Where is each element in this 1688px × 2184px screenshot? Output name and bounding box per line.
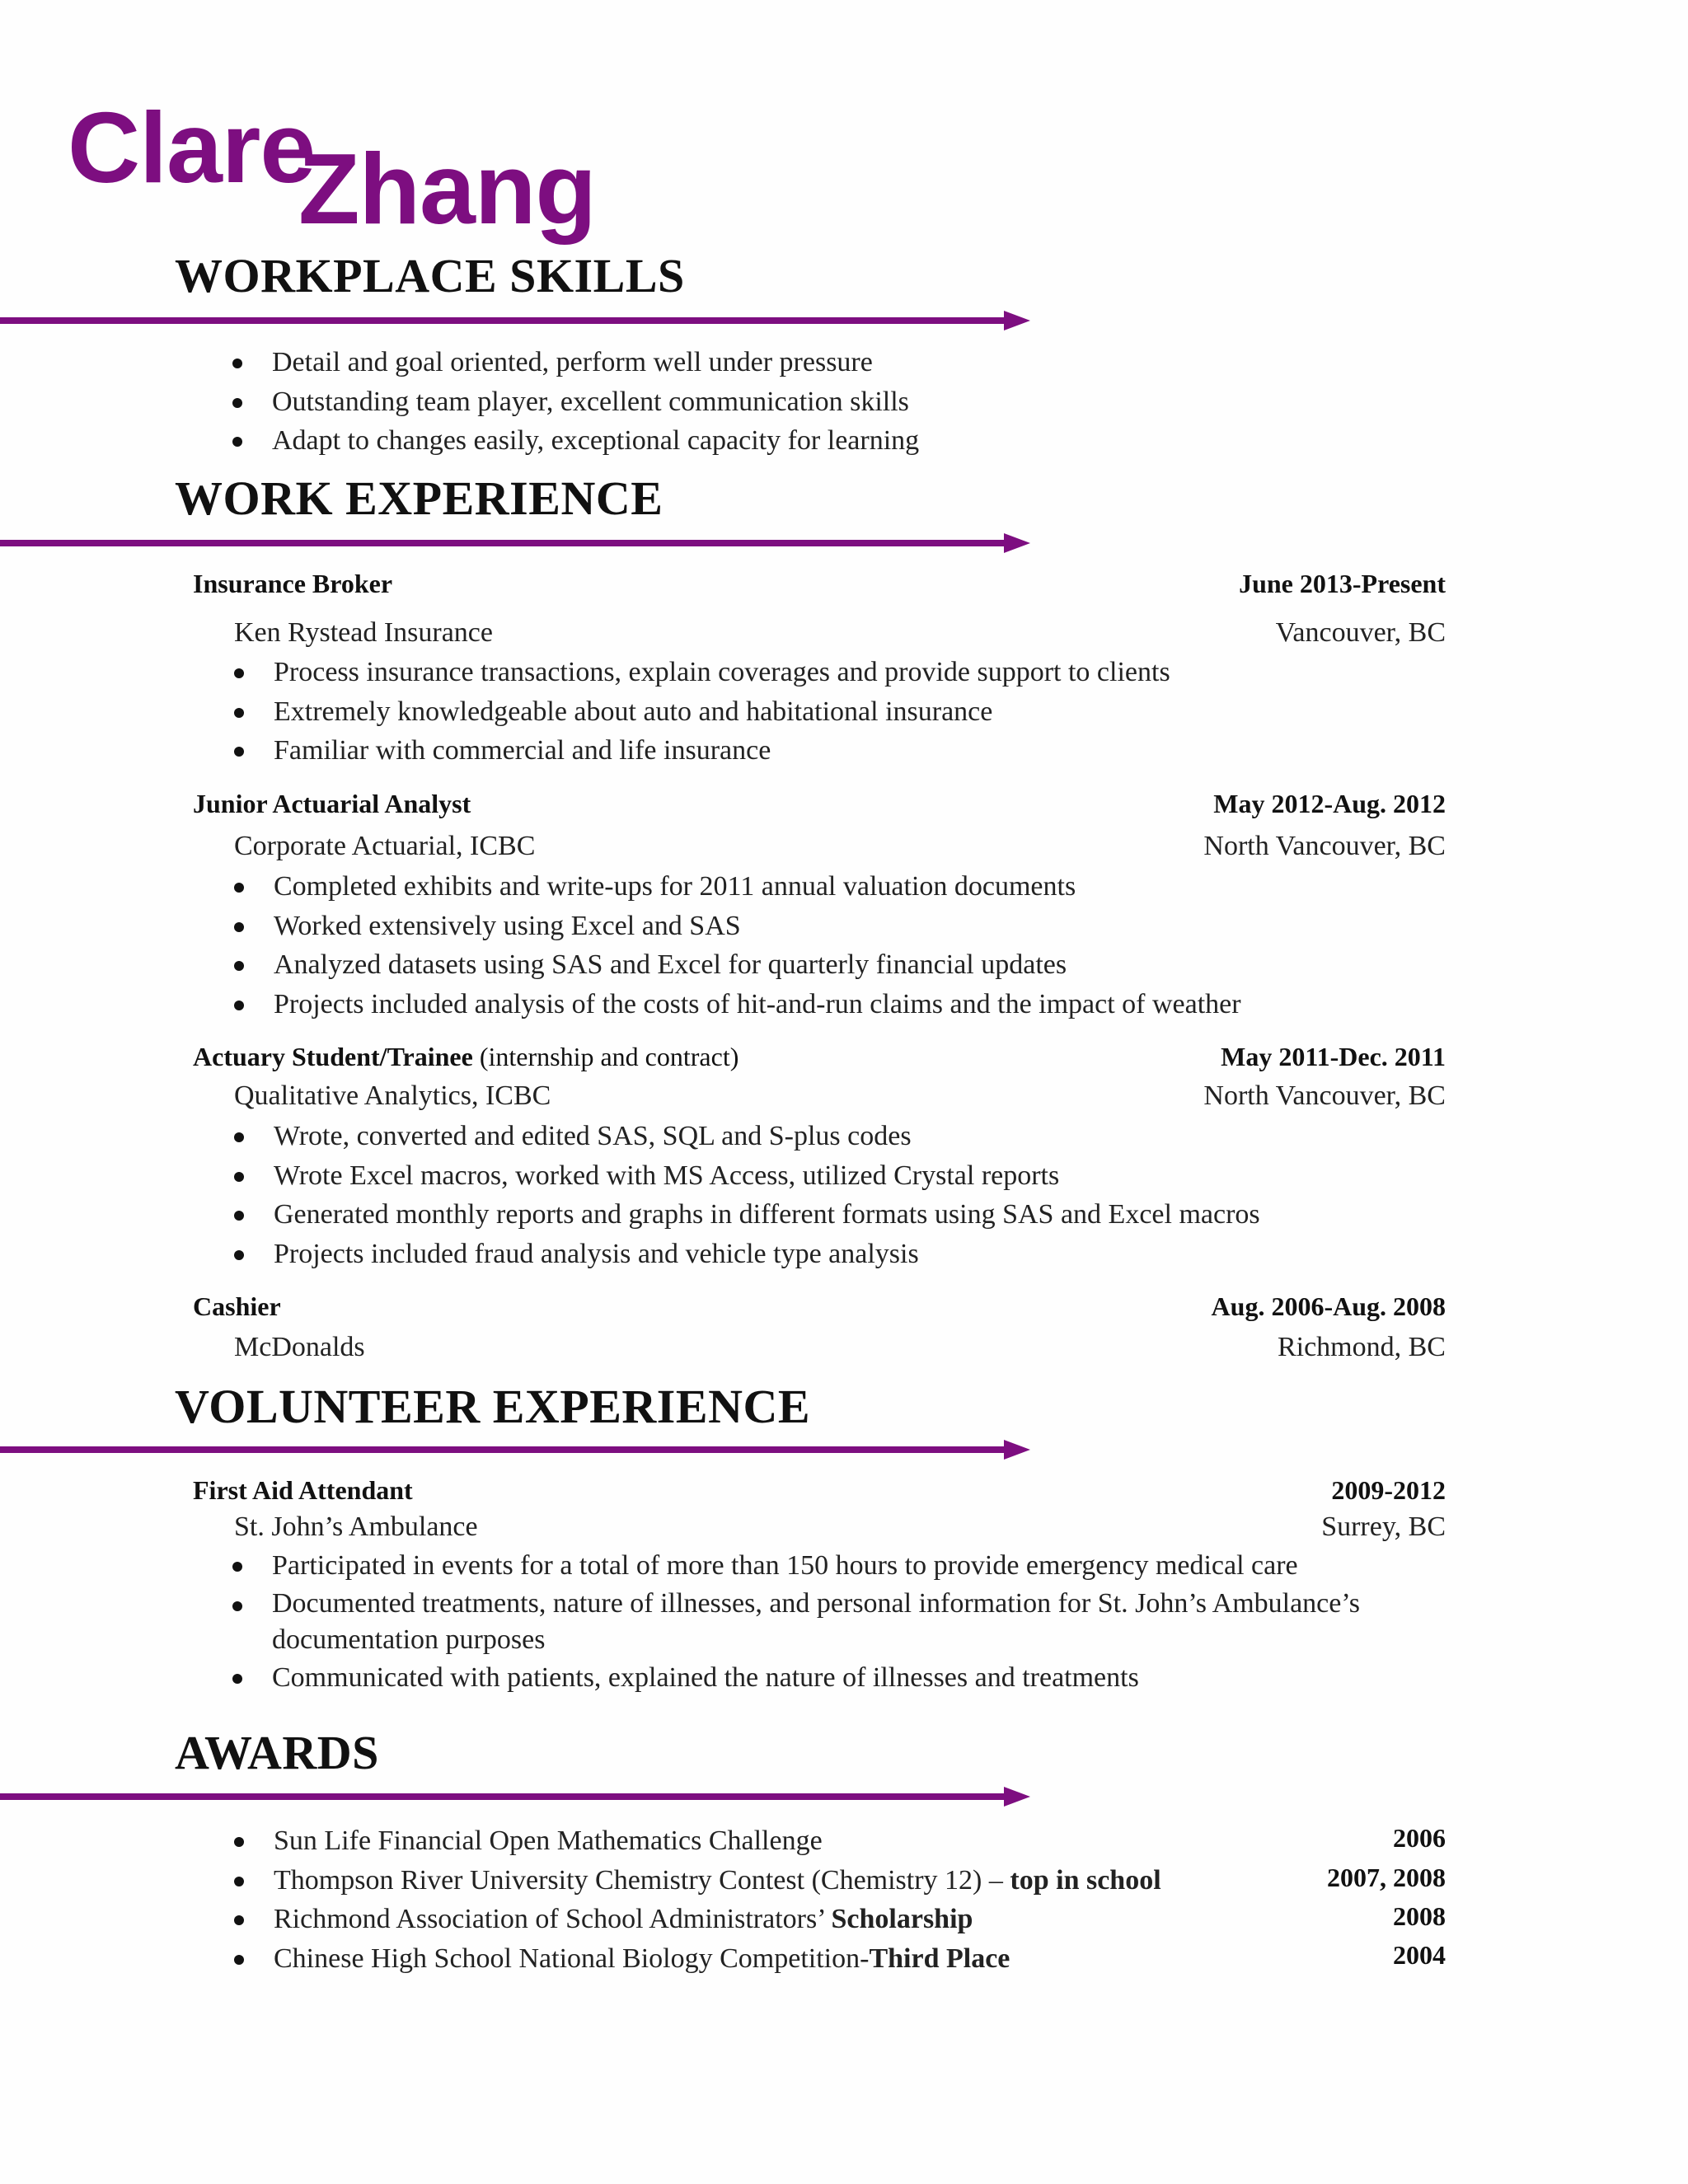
list-item: Wrote Excel macros, worked with MS Access, utilized Crystal reports bbox=[234, 1156, 1260, 1196]
award-item: Sun Life Financial Open Mathematics Challenge bbox=[234, 1821, 1161, 1861]
list-item: Extremely knowledgeable about auto and habitational insurance bbox=[234, 692, 1170, 732]
list-item: Documented treatments, nature of illnesses, and personal information for St. John’s Ambulance’s documentation purposes bbox=[232, 1586, 1467, 1658]
list-item: Outstanding team player, excellent communication skills bbox=[232, 382, 919, 422]
job-title bbox=[193, 1043, 738, 1070]
list-item: Communicated with patients, explained the nature of illnesses and treatments bbox=[232, 1658, 1467, 1698]
section-divider-arrow bbox=[0, 311, 1030, 330]
award-year: 2008 bbox=[1393, 1901, 1446, 1931]
award-year: 2004 bbox=[1393, 1940, 1446, 1970]
list-item: Projects included fraud analysis and vehicle type analysis bbox=[234, 1235, 1260, 1274]
job-title: Insurance Broker bbox=[193, 569, 393, 598]
section-divider-arrow bbox=[0, 1440, 1030, 1460]
job-location: North Vancouver, BC bbox=[1203, 1080, 1446, 1111]
list-item: Participated in events for a total of more than 150 hours to provide emergency medical care bbox=[232, 1546, 1467, 1586]
list-item: Generated monthly reports and graphs in different formats using SAS and Excel macros bbox=[234, 1195, 1260, 1235]
list-item: Familiar with commercial and life insurance bbox=[234, 731, 1170, 771]
list-item: Wrote, converted and edited SAS, SQL and S-plus codes bbox=[234, 1117, 1260, 1156]
list-item: Adapt to changes easily, exceptional capacity for learning bbox=[232, 421, 919, 461]
job-org: Corporate Actuarial, ICBC bbox=[234, 831, 536, 861]
job-org: McDonalds bbox=[234, 1332, 365, 1362]
section-divider-arrow bbox=[0, 533, 1030, 553]
list-item: Projects included analysis of the costs of hit-and-run claims and the impact of weather bbox=[234, 985, 1241, 1024]
section-title-skills: WORKPLACE SKILLS bbox=[175, 249, 685, 302]
list-item: Worked extensively using Excel and SAS bbox=[234, 907, 1241, 946]
volunteer-org: St. John’s Ambulance bbox=[234, 1511, 478, 1542]
job-location: Vancouver, BC bbox=[1275, 617, 1446, 648]
job-duties bbox=[234, 1117, 1260, 1273]
job-title-note: (internship and contract) bbox=[479, 1042, 739, 1071]
award-item: Thompson River University Chemistry Contest (Chemistry 12) – top in school bbox=[234, 1861, 1161, 1900]
job-date: Aug. 2006-Aug. 2008 bbox=[1211, 1291, 1446, 1321]
award-item: Chinese High School National Biology Competition-Third Place bbox=[234, 1939, 1161, 1979]
job-duties bbox=[234, 653, 1170, 771]
volunteer-role-title: First Aid Attendant bbox=[193, 1475, 413, 1505]
volunteer-date: 2009-2012 bbox=[1331, 1475, 1446, 1505]
section-divider-arrow bbox=[0, 1787, 1030, 1807]
award-year: 2006 bbox=[1393, 1823, 1446, 1853]
job-location: North Vancouver, BC bbox=[1203, 831, 1446, 861]
section-title-awards: AWARDS bbox=[175, 1726, 379, 1779]
awards-list bbox=[234, 1821, 1161, 1978]
last-name: Zhang bbox=[298, 133, 596, 245]
job-date: May 2011-Dec. 2011 bbox=[1221, 1042, 1446, 1071]
job-date: May 2012-Aug. 2012 bbox=[1213, 789, 1446, 818]
list-item: Completed exhibits and write-ups for 2011 annual valuation documents bbox=[234, 867, 1241, 907]
award-item: Richmond Association of School Administrators’ Scholarship bbox=[234, 1900, 1161, 1939]
volunteer-duties bbox=[232, 1546, 1467, 1697]
list-item: Analyzed datasets using SAS and Excel for quarterly financial updates bbox=[234, 945, 1241, 985]
award-year: 2007, 2008 bbox=[1327, 1863, 1446, 1892]
job-duties bbox=[234, 867, 1241, 1024]
volunteer-location: Surrey, BC bbox=[1321, 1511, 1446, 1542]
job-title: Junior Actuarial Analyst bbox=[193, 789, 471, 818]
skills-list bbox=[232, 343, 919, 461]
first-name: Clare bbox=[68, 91, 316, 204]
job-location: Richmond, BC bbox=[1277, 1332, 1446, 1362]
job-date: June 2013-Present bbox=[1239, 569, 1446, 598]
section-title-volunteer: VOLUNTEER EXPERIENCE bbox=[175, 1380, 811, 1433]
list-item: Detail and goal oriented, perform well under pressure bbox=[232, 343, 919, 382]
job-title: Cashier bbox=[193, 1291, 281, 1321]
list-item: Process insurance transactions, explain coverages and provide support to clients bbox=[234, 653, 1170, 692]
job-org: Ken Rystead Insurance bbox=[234, 617, 493, 648]
section-title-work: WORK EXPERIENCE bbox=[175, 471, 663, 525]
job-org: Qualitative Analytics, ICBC bbox=[234, 1080, 551, 1111]
job-title-text: Actuary Student/Trainee bbox=[193, 1042, 473, 1071]
